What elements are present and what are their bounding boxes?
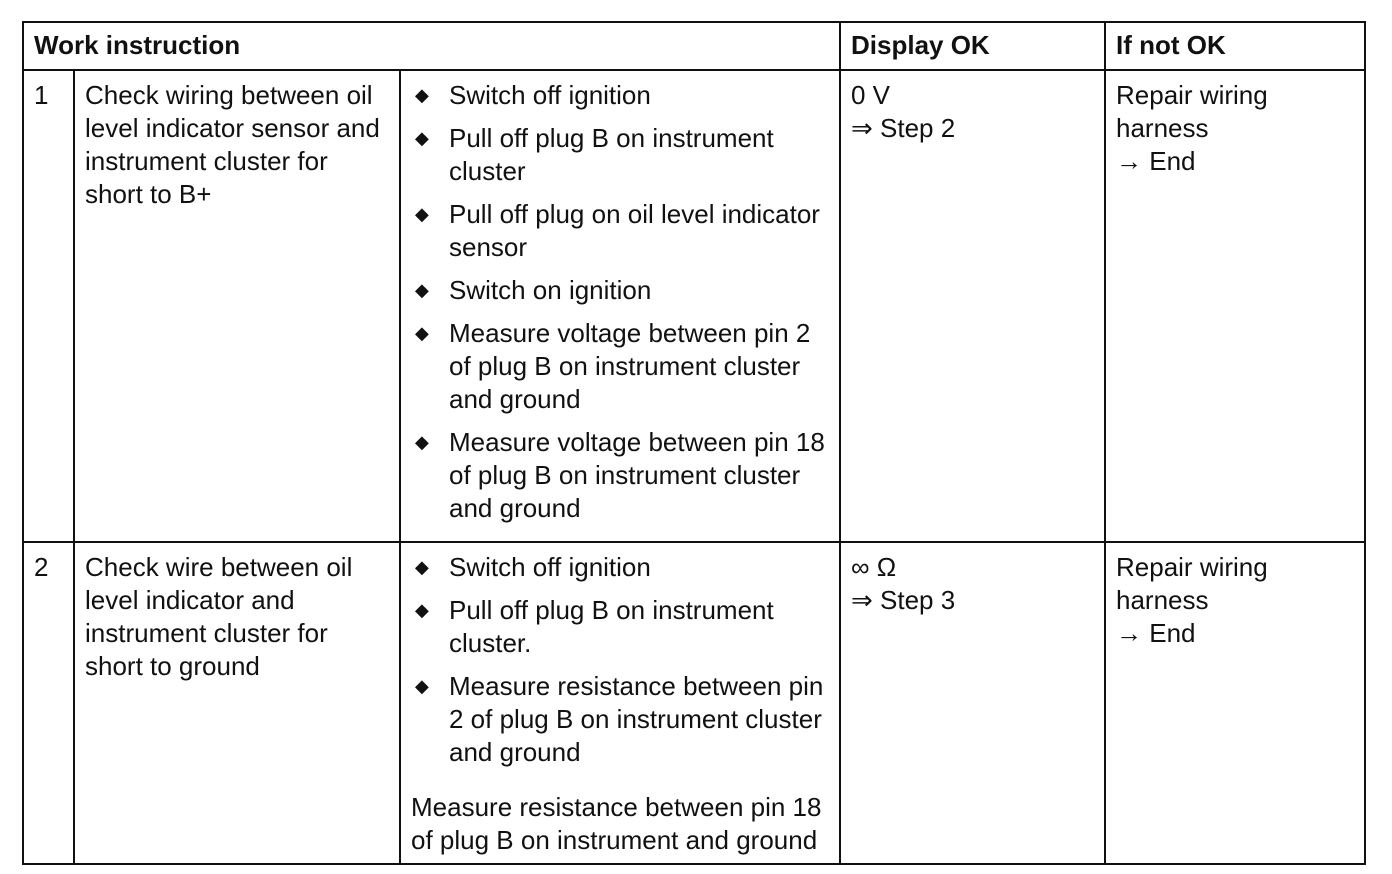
list-item: ◆ Pull off plug B on instrument cluster [415, 123, 774, 186]
table-row [23, 542, 1365, 864]
display-ok-cell [840, 70, 1105, 542]
list-item: ◆ Switch off ignition [415, 552, 651, 582]
check-description: Check wire between oil level indicator and instrument cluster for short to ground [74, 542, 400, 864]
bullet-icon: ◆ [415, 280, 429, 300]
bullet-icon: ◆ [415, 323, 429, 343]
list-item: ◆ Pull off plug B on instrument cluster. [415, 595, 774, 658]
table-row [23, 70, 1365, 542]
list-item: ◆ Switch off ignition [415, 80, 651, 110]
fail-next-step: → End [1116, 618, 1196, 648]
header-display-ok: Display OK [840, 22, 1105, 70]
display-value: 0 V [851, 80, 891, 110]
bullet-icon: ◆ [415, 557, 429, 577]
step-number: 2 [23, 542, 74, 864]
procedure-steps [400, 542, 840, 864]
list-item: ◆ Pull off plug on oil level indicator sensor [415, 199, 820, 262]
bullet-icon: ◆ [415, 128, 429, 148]
header-if-not-ok: If not OK [1105, 22, 1365, 70]
bullet-icon: ◆ [415, 204, 429, 224]
fail-action: Repair wiring harness [1116, 552, 1268, 615]
if-not-ok-cell [1105, 542, 1365, 864]
step-number: 1 [23, 70, 74, 542]
display-ok-cell [840, 542, 1105, 864]
display-value: ∞ Ω [851, 552, 897, 582]
if-not-ok-cell [1105, 70, 1365, 542]
procedure-note: Measure resistance between pin 18 of plug B on instrument and ground [411, 792, 822, 855]
procedure-steps [400, 70, 840, 542]
check-description: Check wiring between oil level indicator sensor and instrument cluster for short to B+ [74, 70, 400, 542]
bullet-icon: ◆ [415, 85, 429, 105]
header-work-instruction: Work instruction [23, 22, 840, 70]
list-item: ◆ Measure voltage between pin 2 of plug B on instrument cluster and ground [415, 318, 811, 414]
list-item: ◆ Measure voltage between pin 18 of plug B on instrument cluster and ground [415, 427, 825, 523]
display-next-step: ⇒ Step 2 [851, 113, 956, 143]
fail-next-step: → End [1116, 146, 1196, 176]
display-next-step: ⇒ Step 3 [851, 585, 956, 615]
work-instruction-table [22, 21, 1366, 865]
list-item: ◆ Measure resistance between pin 2 of plug B on instrument cluster and ground [415, 671, 824, 767]
bullet-icon: ◆ [415, 432, 429, 452]
fail-action: Repair wiring harness [1116, 80, 1268, 143]
list-item: ◆ Switch on ignition [415, 275, 652, 305]
bullet-icon: ◆ [415, 676, 429, 696]
table-header-row [23, 22, 1365, 70]
bullet-icon: ◆ [415, 600, 429, 620]
